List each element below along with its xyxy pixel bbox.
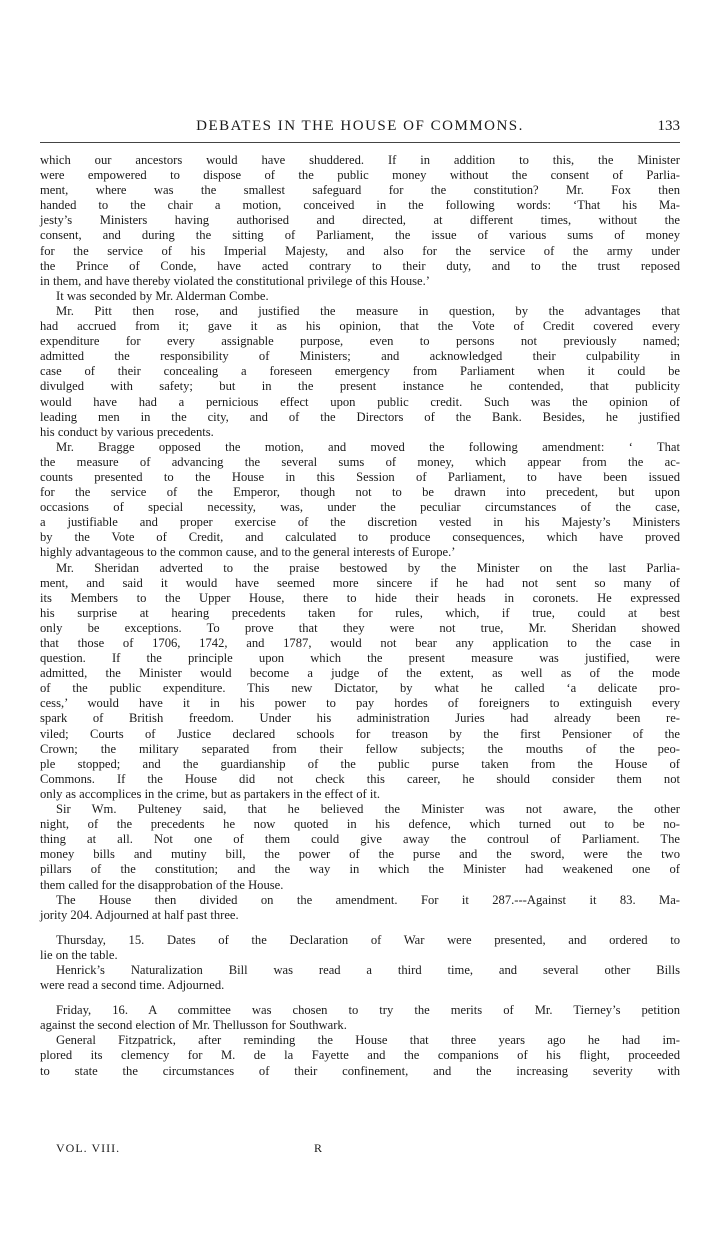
text-line: cess,’ would have it in his power to pay hordes of foreigners to extinguish every	[40, 696, 680, 711]
text-line: Henrick’s Naturalization Bill was read a third time, and several other Bills	[56, 962, 680, 977]
text-line: were empowered to dispose of the public money without the consent of Parlia-	[40, 168, 680, 183]
text-line: that those of 1706, 1742, and 1787, would not bear any application to the case in	[40, 636, 680, 650]
text-line: would have had a pernicious effect upon public credit. Such was the opinion of	[40, 394, 680, 409]
text-line: Friday, 16. A committee was chosen to try the merits of Mr. Tierney’s petition	[56, 1003, 680, 1018]
text-line: them called for the disapprobation of the House.	[40, 877, 284, 892]
text-line: the Prince of Conde, have acted contrary to their duty, and to the trust reposed	[40, 258, 680, 273]
text-line: Mr. Bragge opposed the motion, and moved the following amendment: ‘ That	[56, 439, 680, 454]
text-line: consent, and during the sitting of Parliament, the issue of various sums of money	[40, 228, 680, 243]
text-line: his conduct by various precedents.	[40, 424, 214, 439]
text-line: The House then divided on the amendment. For it 287.---Against it 83. Ma-	[56, 892, 680, 907]
text-line: Mr. Pitt then rose, and justified the measure in question, by the advantages that	[56, 303, 680, 318]
text-line: for the service of the Emperor, though not to be drawn into precedent, but upon	[40, 485, 680, 500]
volume-signature: VOL. VIII.	[56, 1141, 121, 1155]
text-line: Thursday, 15. Dates of the Declaration of War were presented, and ordered to	[56, 932, 680, 947]
text-line: occasions of special necessity, was, under the peculiar circumstances of the case,	[40, 500, 680, 515]
text-line: Sir Wm. Pulteney said, that he believed the Minister was not aware, the other	[56, 802, 680, 817]
text-line: It was seconded by Mr. Alderman Combe.	[56, 288, 269, 303]
text-line: only as accomplices in the crime, but as partakers in the effect of it.	[40, 786, 381, 801]
text-line: pillars of the constitution; and the way in which the Minister had weakened one of	[40, 862, 680, 877]
text-line: had accrued from it; gave it as his opinion, that the Vote of Credit covered every	[40, 319, 680, 334]
text-line: by the Vote of Credit, and calculated to produce consequences, which have proved	[40, 530, 680, 545]
text-line: jesty’s Ministers having authorised and directed, at different times, without the	[40, 213, 680, 228]
text-line: jority 204. Adjourned at half past three.	[40, 907, 239, 922]
page-number: 133	[657, 118, 680, 134]
text-line: his surprise at hearing precedents taken for rules, which, if true, could at best	[40, 605, 680, 620]
text-line: only be exceptions. To prove that they were not true, Mr. Sheridan showed	[40, 620, 680, 635]
text-line: plored its clemency for M. de la Fayette and the companions of his flight, proceeded	[40, 1048, 680, 1063]
text-line: a justifiable and proper exercise of the discretion vested in his Majesty’s Ministers	[40, 515, 680, 530]
text-line: lie on the table.	[40, 947, 118, 962]
page-footer	[56, 1141, 336, 1157]
signature-mark: R	[314, 1141, 324, 1155]
text-line: to state the circumstances of their confinement, and the increasing severity with	[40, 1063, 680, 1078]
text-line: Mr. Sheridan adverted to the praise bestowed by the Minister on the last Parlia-	[56, 560, 680, 575]
text-line: question. If the principle upon which the present measure was justified, were	[40, 651, 680, 666]
text-line: night, of the precedents he now quoted in his defence, which turned out to be no-	[40, 817, 680, 832]
text-line: were read a second time. Adjourned.	[40, 978, 225, 993]
text-line: viled; Courts of Justice declared schools for treason by the first Pensioner of the	[40, 726, 680, 741]
text-line: in them, and have thereby violated the constitutional privilege of this House.’	[40, 273, 430, 288]
text-line: Crown; the military separated from their fellow subjects; the mouths of the peo-	[40, 741, 680, 756]
text-line: counts presented to the House in this Session of Parliament, to have been issued	[40, 469, 680, 484]
text-line: Commons. If the House did not check this career, he should consider them not	[40, 771, 680, 786]
text-line: thing at all. Not one of them could give away the controul of Parliament. The	[40, 832, 680, 847]
page-header	[40, 118, 680, 143]
body-text	[40, 153, 680, 1079]
text-line: money bills and mutiny bill, the power of the purse and the sword, were the two	[40, 847, 680, 862]
text-line: admitted the responsibility of Ministers; and acknowledged their culpability in	[40, 349, 680, 364]
text-line: ment, where was the smallest safeguard for the constitution? Mr. Fox then	[40, 183, 680, 198]
text-line: ple stopped; and the guardianship of the public purse taken from the House of	[40, 756, 680, 771]
text-line: against the second election of Mr. Thellusson for Southwark.	[40, 1018, 347, 1033]
text-line: expenditure for every assignable purpose, even to persons not previously named;	[40, 334, 680, 349]
text-line: case of their concealing a foreseen emergency from Parliament when it could be	[40, 364, 680, 379]
running-title: DEBATES IN THE HOUSE OF COMMONS.	[196, 118, 524, 134]
text-line: spark of British freedom. Under his administration Juries had already been re-	[40, 711, 680, 726]
text-line: leading men in the city, and of the Directors of the Bank. Besides, he justified	[40, 409, 680, 424]
text-line: its Members to the Upper House, there to hide their heads in coronets. He expressed	[40, 590, 680, 605]
text-line: which our ancestors would have shuddered. If in addition to this, the Minister	[40, 153, 680, 167]
text-line: of the public expenditure. This new Dictator, by what he called ‘a delicate pro-	[40, 681, 680, 696]
text-line: admitted, the Minister would become a judge of the extent, as well as of the mode	[40, 666, 680, 681]
text-line: highly advantageous to the common cause, and to the general interests of Europe.’	[40, 545, 456, 560]
text-line: for the service of his Imperial Majesty, and also for the service of the army under	[40, 243, 680, 258]
text-line: divulged with safety; but in the present instance he contended, that publicity	[40, 379, 680, 394]
text-line: handed to the chair a motion, conceived in the following words: ‘That his Ma-	[40, 198, 680, 213]
text-line: General Fitzpatrick, after reminding the House that three years ago he had im-	[56, 1033, 680, 1048]
text-line: the measure of advancing the several sums of money, which appear from the ac-	[40, 454, 680, 469]
text-line: ment, and said it would have seemed more sincere if he had not sent so many of	[40, 575, 680, 590]
